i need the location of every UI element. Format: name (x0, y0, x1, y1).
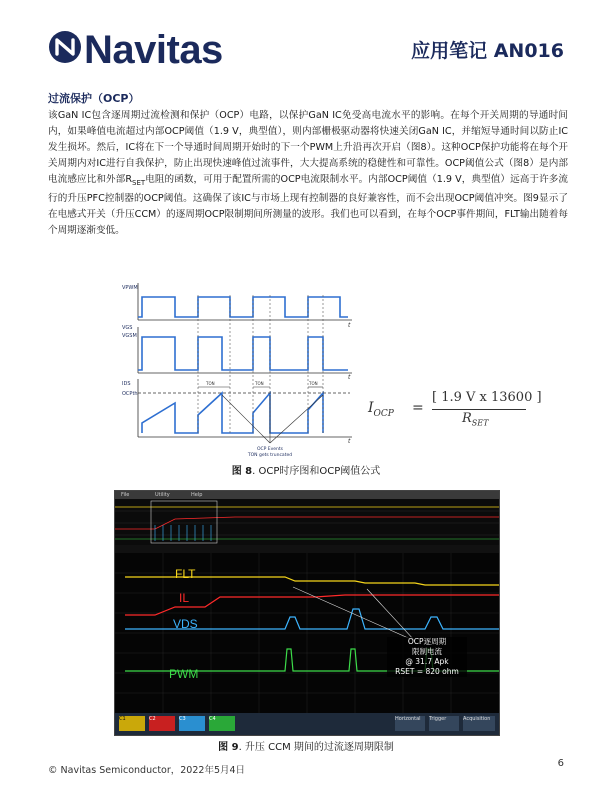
label-ton-3: TON (309, 381, 318, 386)
scope-acquisition[interactable]: Acquisition (463, 716, 495, 731)
figure8-caption-prefix: 图 8 (231, 466, 253, 477)
label-t2: t (348, 374, 351, 381)
ocp-formula (368, 390, 542, 430)
label-vgsm: VGSM (122, 333, 137, 339)
figure8-caption-text: . OCP时序图和OCP阈值公式 (252, 466, 381, 477)
annotation-line-2: 限制电流 (412, 647, 442, 656)
figure9-caption (0, 738, 612, 753)
navitas-logo-icon (48, 30, 82, 64)
scope-menu-bar (115, 491, 499, 499)
paragraph-part-1: 该GaN IC包含逐周期过流检测和保护（OCP）电路，以保护GaN IC免受高电流水平的影响。在每个开关周期的导通时间内，如果峰值电流超过内部OCP阈值（1.9 V，典型值），则内部栅极驱动器将快速关闭GaN IC，并缩短导通时间以防止IC发生损坏。然后，IC将在下一个导通时间周期开始时的下一个PWM上升沿再次开启（图8）。这种OCP保护功能将在每个开关周期内对IC进行自我保护，防止出现快速峰值过流事件，大大提高系统的稳健性和可靠性。OCP阈值公式（图8）是内部电流感应比和外部R (48, 110, 568, 185)
formula-equals: = (412, 400, 424, 416)
footer-copyright: © Navitas Semiconductor，2022年5月4日 (48, 765, 246, 776)
formula-numerator: [ 1.9 V x 13600 ] (432, 390, 542, 405)
scope-menu-help[interactable]: Help (191, 492, 203, 498)
trace-label-vds: VDS (173, 617, 198, 631)
figure9-caption-text: . 升压 CCM 期间的过流逐周期限制 (238, 742, 394, 753)
channel-c4[interactable]: C4 (209, 716, 235, 731)
channel-c3[interactable]: C3 (179, 716, 205, 731)
oscilloscope-screenshot (114, 490, 500, 736)
channel-c1[interactable]: C1 (119, 716, 145, 731)
scope-trigger[interactable]: Trigger (429, 716, 459, 731)
formula-lhs-sub: OCP (373, 408, 394, 419)
paragraph-part-2: 电阻的函数，可用于配置所需的OCP电流限制水平。内部OCP阈值（1.9 V，典型值）远高于许多流行的升压PFC控制器的OCP阈值。这确保了该IC与市场上现有控制器的良好兼容性，而不会出现OCP阈值冲突。图9显示了在电感式开关（升压CCM）的逐周期OCP限制期间所测量的波形。我们也可以看到，在每个OCP事件期间，FLT输出随着每个周期逐渐变低。 (48, 174, 568, 236)
formula-lhs: I (368, 400, 374, 416)
formula-denominator-sub: SET (471, 418, 489, 428)
label-ids: IDS (122, 381, 131, 387)
body-paragraph (48, 108, 568, 239)
document-title: 应用笔记 AN016 (411, 40, 564, 62)
annotation-line-3: @ 31.7 Apk (405, 657, 449, 666)
scope-channel-bar (115, 713, 499, 735)
label-ton-1: TON (206, 381, 215, 386)
trace-label-pwm: PWM (169, 667, 199, 681)
ocp-timing-diagram (120, 275, 360, 460)
scope-menu-utility[interactable]: Utility (155, 492, 170, 498)
brand-name: Navitas (84, 28, 223, 72)
label-ocp: OCPth (122, 391, 138, 397)
paragraph-subscript: SET (132, 178, 146, 187)
scope-horizontal[interactable]: Horizontal (395, 716, 425, 731)
channel-c2[interactable]: C2 (149, 716, 175, 731)
trace-label-il: IL (179, 591, 190, 605)
trace-label-flt: FLT (175, 567, 196, 581)
figure9-caption-prefix: 图 9 (218, 742, 239, 753)
page-number: 6 (557, 758, 564, 769)
label-ocp-events: OCP Events (256, 447, 284, 452)
label-t1: t (348, 322, 351, 329)
section-title: 过流保护（OCP） (48, 92, 140, 105)
formula-denominator: R (462, 411, 472, 426)
ocp-annotation (387, 637, 467, 677)
annotation-line-1: OCP逐周期 (407, 637, 447, 646)
scope-menu-file[interactable]: File (121, 492, 130, 498)
label-vpwm: VPWM (122, 285, 138, 291)
label-vgs: VGS (122, 325, 133, 331)
label-ton-2: TON (255, 381, 264, 386)
label-ton-truncated: TON gets truncated (247, 453, 293, 458)
figure8-caption (0, 462, 612, 477)
label-t3: t (348, 438, 351, 445)
annotation-line-4: RSET = 820 ohm (395, 667, 459, 676)
